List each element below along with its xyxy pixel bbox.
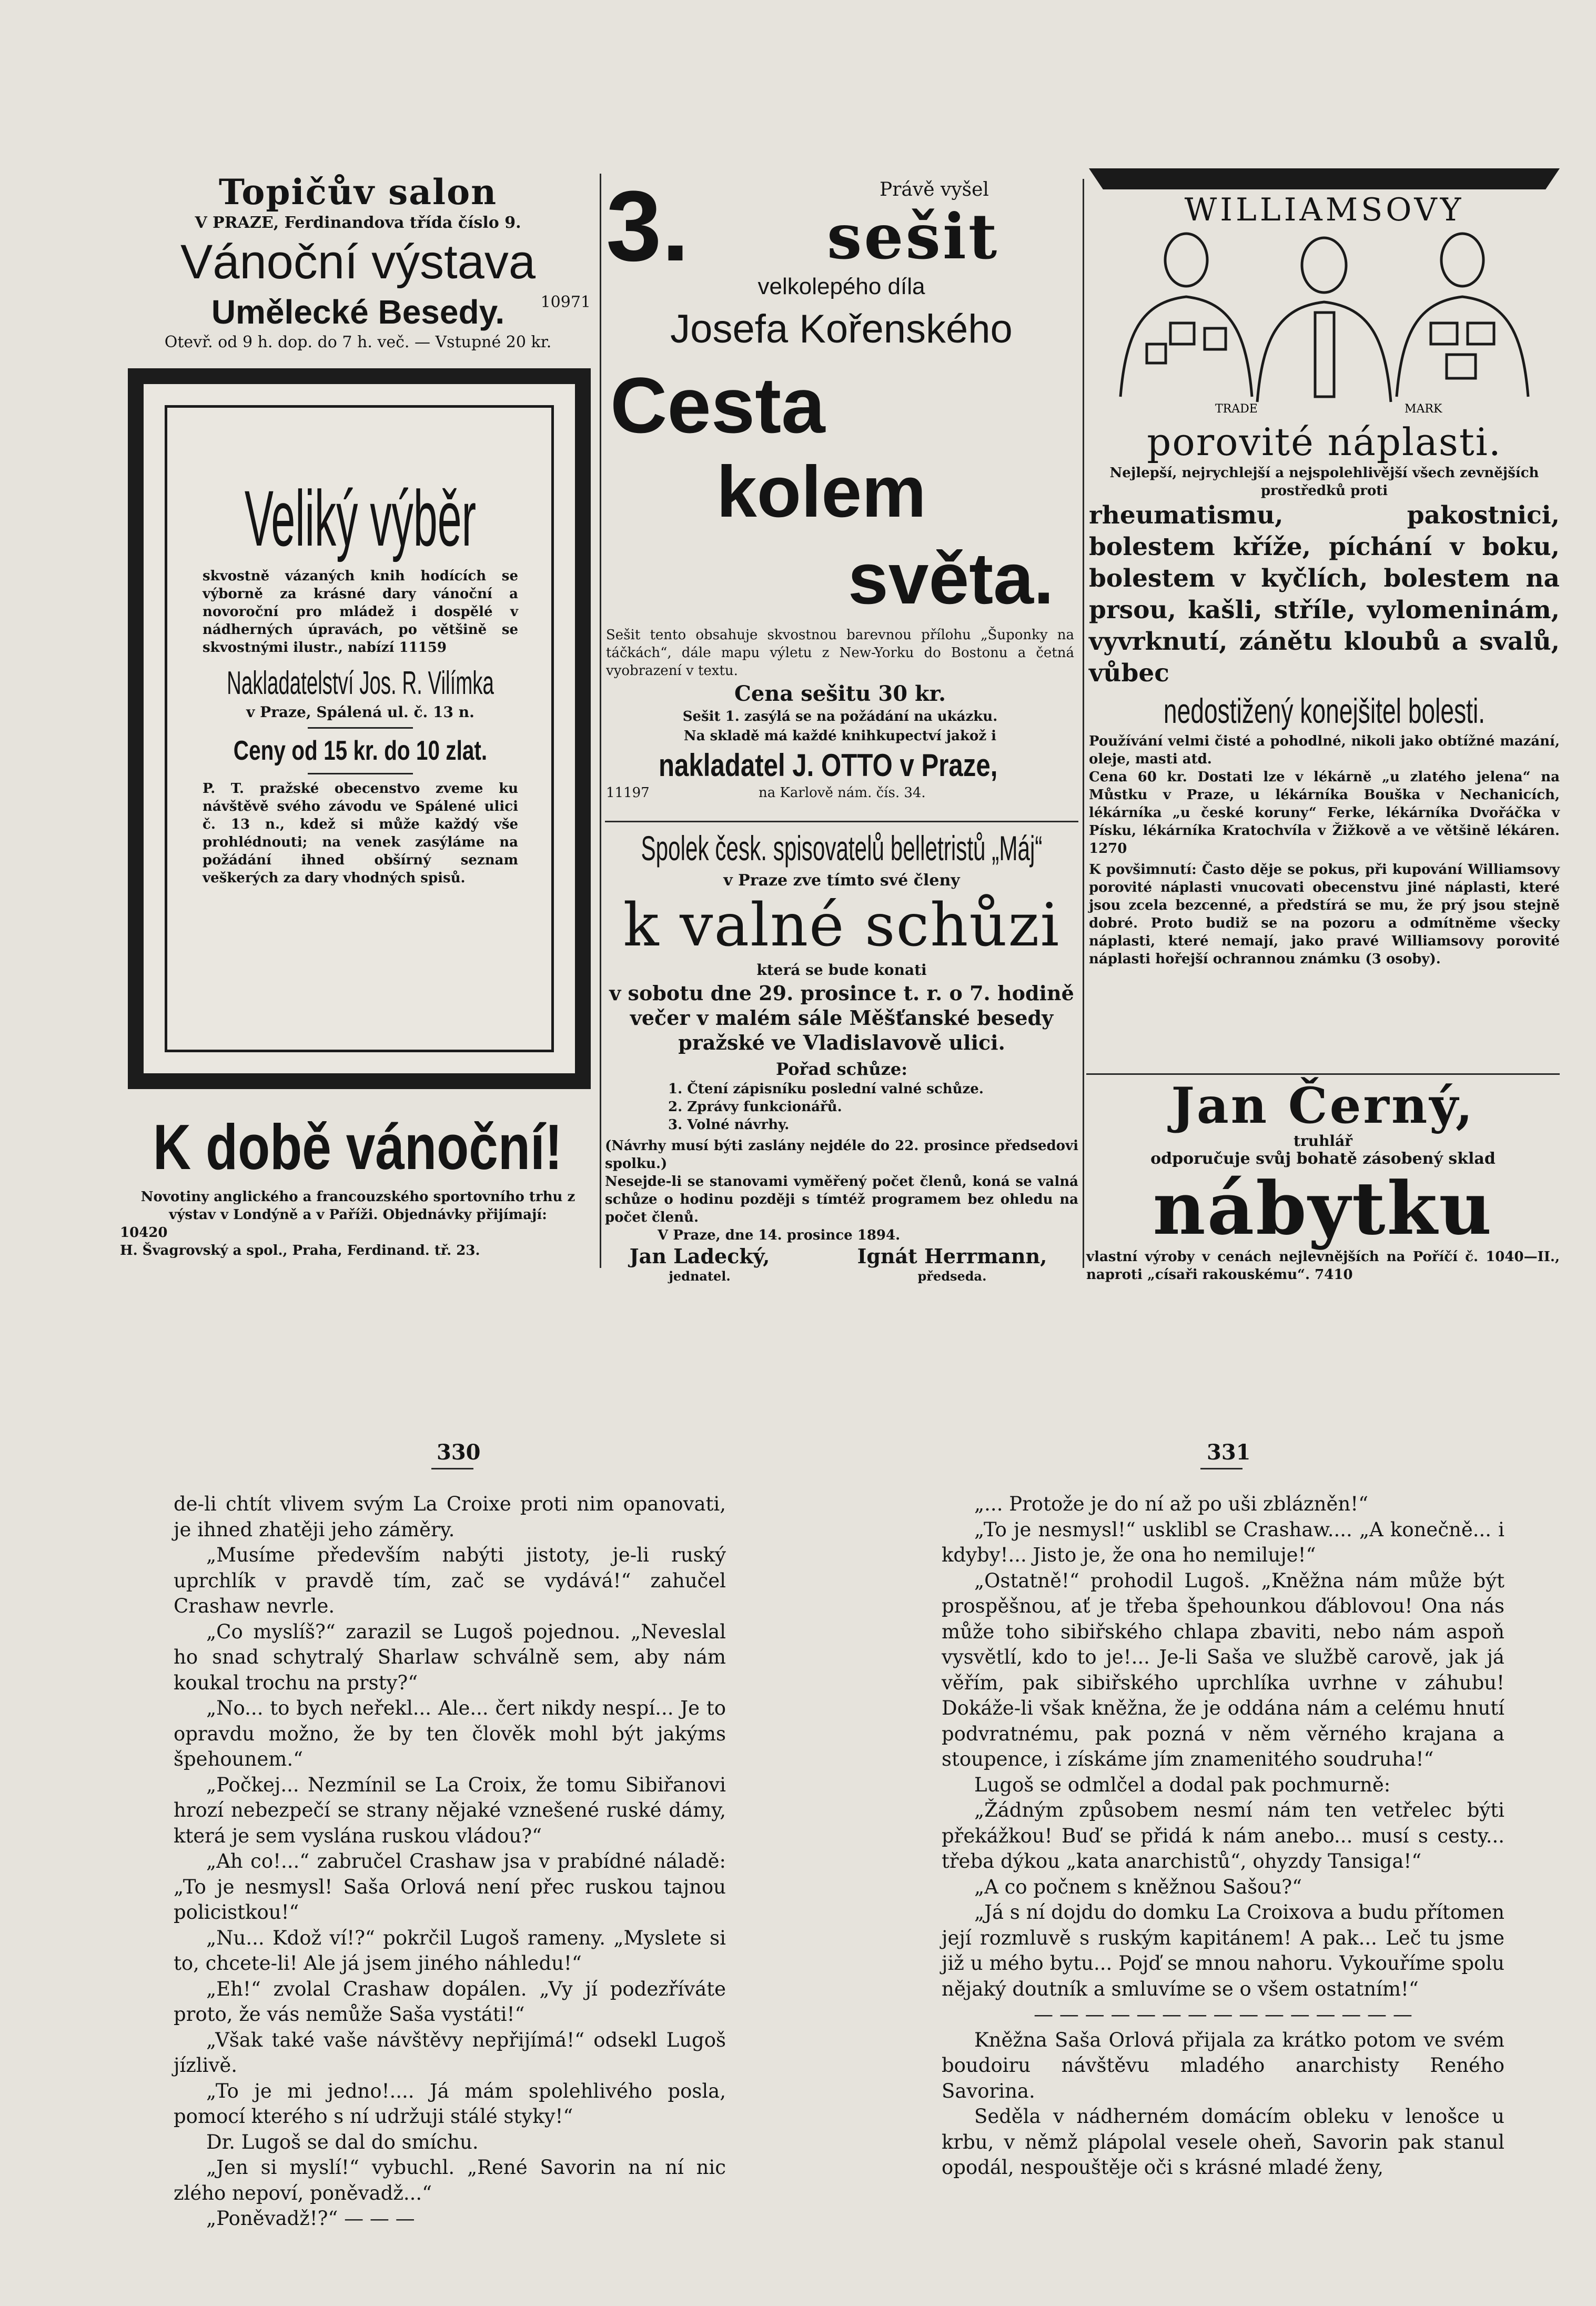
story-left-p2: „Musíme především nabýti jistoty, je-li ruský uprchlík v pravdě tím, zač se vydává!“ zahučel Crashaw nevrle. <box>174 1544 726 1617</box>
story-left-p13: „Poněvadž!?“ — — — <box>206 2207 415 2230</box>
story-column-left <box>174 1492 726 2232</box>
story-column-right <box>942 1492 1504 2181</box>
williams-ref: 1270 <box>1089 841 1127 857</box>
maj-place-date: V Praze, dne 14. prosince 1894. <box>658 1227 901 1243</box>
vilimek-text-body: skvostně vázaných knih hodících se výborně za krásné dary vánoční a novoroční pro mládež i dospělé v nádherných úpravách, po většině se skvostnými ilustr., nabízí <box>203 568 518 656</box>
maj-program-title: Pořad schůze: <box>775 1059 908 1079</box>
cerny-headline: nábytku <box>1153 1165 1493 1251</box>
page-number-right: 331 <box>1207 1440 1251 1465</box>
story-right-separator: — — — — — — — — — — — — — — — <box>1034 2003 1412 2026</box>
topicuv-address: V PRAZE, Ferdinandova třída číslo 9. <box>195 214 521 232</box>
otto-publisher: nakladatel J. OTTO v Praze, <box>659 748 998 783</box>
otto-velkolepeho: velkolepého díla <box>757 274 925 299</box>
williams-price <box>1089 768 1560 858</box>
maj-headline: k valné schůzi <box>623 891 1060 960</box>
story-right-p1: „... Protože je do ní až po uši zblázněn!“ <box>974 1493 1368 1515</box>
vanocni-ad <box>120 1110 596 1260</box>
otto-price: Cena sešitu 30 kr. <box>734 681 946 706</box>
maj-program-item-2: 2. Zprávy funkcionářů. <box>668 1099 842 1115</box>
williams-mark: MARK <box>1405 402 1442 416</box>
topicuv-title: Topičův salon <box>218 172 498 213</box>
maj-sig1-name: Jan Ladecký, <box>629 1244 770 1268</box>
williams-trade: TRADE <box>1215 402 1258 416</box>
cerny-role: truhlář <box>1294 1132 1352 1150</box>
vilimek-address: v Praze, Spálená ul. č. 13 n. <box>246 703 474 721</box>
story-left-p3: „Co myslíš?“ zarazil se Lugoš pojednou. „Neveslal ho snad schytralý Sharlaw schválně sem, aby nám koukal trochu na prsty?“ <box>174 1620 726 1694</box>
cerny-footer <box>1086 1248 1560 1284</box>
story-right-p5: „Žádným způsobem nesmí nám ten vetřelec býti překážkou! Buď se přidá k nám anebo... musí s cesty... třeba dýkou „kata anarchistů“, ohyzdy Tansiga!“ <box>942 1799 1504 1872</box>
story-right-p10: Seděla v nádherném domácím obleku v lenošce u krbu, v němž plápolal vesele oheň, Savorin pak stanul opodál, nespouštěje oči s krásné mladé ženy, <box>942 2105 1504 2179</box>
maj-note-2: Nesejde-li se stanovami vyměřený počet členů, koná se valná schůze o hodinu později s tímtéž programem bez ohledu na počet členů. <box>605 1174 1078 1225</box>
story-right-p6: „A co počnem s kněžnou Sašou?“ <box>974 1875 1302 1898</box>
topicuv-ad <box>120 171 596 352</box>
story-right-p4: Lugoš se odmlčel a dodal pak pochmurně: <box>974 1773 1391 1796</box>
story-left-p12: „Jen si myslí!“ vybuchl. „René Savorin na ní nic zlého nepoví, poněvadž...“ <box>174 2156 726 2204</box>
williams-usage: Používání velmi čisté a pohodlné, nikoli jako obtížné mazání, oleje, masti atd. <box>1089 733 1560 767</box>
page-number-right-rule <box>1200 1468 1243 1469</box>
williams-header-bar <box>1089 168 1560 189</box>
maj-program <box>605 1080 1078 1134</box>
cerny-ref: 7410 <box>1315 1267 1353 1283</box>
maj-note-1: (Návrhy musí býti zaslány nejdéle do 22. prosince předsedovi spolku.) <box>605 1138 1078 1172</box>
page-number-left-rule <box>431 1468 473 1469</box>
otto-prave-vysel: Právě vyšel <box>880 179 989 200</box>
topicuv-subhead: Umělecké Besedy. <box>211 293 505 331</box>
otto-sesit1: Sešit 1. zasýlá se na požádání na ukázku. <box>682 709 998 724</box>
story-right-p2: „To je nesmysl!“ usklibl se Crashaw.... „A konečně... i kdyby!... Jisto je, že ona ho nemiluje!“ <box>942 1518 1504 1566</box>
otto-text: Sešit tento obsahuje skvostnou barevnou přílohu „Šuponky na táčkách“, dále mapu výletu z New-Yorku do Bostonu a četná vyobrazení v textu. <box>606 627 1074 679</box>
maj-program-item-1: 1. Čtení zápisníku poslední valné schůze. <box>668 1081 984 1097</box>
story-left-p6: „Ah co!...“ zabručel Crashaw jsa v prabídné náladě: „To je nesmysl! Saša Orlová není přec ruskou tajnou policistkou!“ <box>174 1850 726 1924</box>
vilimek-ad <box>203 474 518 887</box>
maj-kona: která se bude konati <box>756 961 927 979</box>
williams-title: WILLIAMSOVY <box>1184 192 1464 228</box>
williams-ailments: rheumatismu, pakostnici, bolestem kříže, píchání v boku, bolestem v kyčlích, bolestem na prsou, kašli, stříle, vylomeninám, vyvrknutí, zánětu kloubů a svalů, vůbec <box>1089 501 1560 688</box>
otto-big-number: 3. <box>606 170 690 282</box>
vilimek-divider <box>308 727 413 729</box>
williams-illustration <box>1089 228 1560 418</box>
vanocni-signature: H. Švagrovský a spol., Praha, Ferdinand. tř. 23. <box>120 1243 480 1258</box>
story-left-p4: „No... to bych neřekl... Ale... čert nikdy nespí... Je to opravdu možno, že by ten člověk mohl být jakýms špehounem.“ <box>174 1697 726 1770</box>
otto-title-3: světa. <box>848 538 1054 619</box>
maj-date: v sobotu dne 29. prosince t. r. o 7. hodině večer v malém sále Měšťanské besedy pražské ve Vladislavově ulici. <box>609 981 1074 1054</box>
otto-ad <box>606 168 1077 821</box>
column-rule-2 <box>1083 179 1084 1268</box>
williams-headline: porovité náplasti. <box>1147 420 1502 464</box>
otto-maj-divider <box>605 821 1078 822</box>
maj-sig2-role: předseda. <box>917 1268 987 1284</box>
otto-sklad: Na skladě má každé knihkupectví jakož i <box>683 728 997 744</box>
vilimek-ref: 11159 <box>399 640 447 656</box>
otto-title-2: kolem <box>716 451 926 532</box>
otto-address: na Karlově nám. čís. 34. <box>759 785 926 801</box>
maj-signatures <box>605 1244 1078 1286</box>
cerny-name: Jan Černý, <box>1171 1077 1475 1135</box>
vilimek-headline: Veliký výběr <box>244 474 477 562</box>
vilimek-divider-2 <box>308 773 413 774</box>
vilimek-text <box>203 567 518 657</box>
maj-ad <box>605 826 1078 1286</box>
story-right-p3: „Ostatně!“ prohodil Lugoš. „Kněžna nám může být prospěšnou, ať je třeba špehounkou ďáblovou! Ona nás může toho sibiřského chlapa zbaviti, nebo nám aspoň vysvětlí, kdo to je!... Je-li Saša ve službě carově, jak já věřím, pak sibiřského uprchlíka uvrhne v záhubu! Dokáže-li však kněžna, že je oddána nám a celému hnutí podvratnému, pak pozná v něm věrného krajana a stoupence, i získáme jím znamenitého soudruha!“ <box>942 1569 1504 1770</box>
story-left-p5: „Počkej... Nezmínil se La Croix, že tomu Sibiřanovi hrozí nebezpečí se strany nějaké vznešené ruské dámy, která je sem vyslána ruskou vládou?“ <box>174 1773 726 1847</box>
topicuv-headline: Vánoční výstava <box>180 235 536 289</box>
williams-cerny-divider <box>1086 1073 1560 1075</box>
williams-intro: Nejlepší, nejrychlejší a nejspolehlivější všech zevnějších prostředků proti <box>1109 465 1539 499</box>
maj-title: Spolek česk. spisovatelů belletristů „Máj“ <box>641 829 1043 868</box>
vilimek-notice: P. T. pražské obecenstvo zveme ku návštěvě svého závodu ve Spálené ulici č. 13 n., kdež si může každý vše prohlédnouti; na venek zasýláme na požádání ihned obšírný seznam veškerých za dary vhodných spisů. <box>203 781 518 886</box>
maj-sig2-name: Ignát Herrmann, <box>857 1244 1047 1268</box>
story-left-p8: „Eh!“ zvolal Crashaw dopálen. „Vy jí podezříváte proto, že vás nemůže Saša vystáti!“ <box>174 1977 726 2026</box>
cerny-footer-text: vlastní výroby v cenách nejlevnějších na Poříčí č. 1040—II., naproti „císaři rakouskému“. <box>1086 1249 1560 1283</box>
story-left-p1: de-li chtít vlivem svým La Croixe proti nim opanovati, je ihned zhatěji jeho záměry. <box>174 1493 726 1541</box>
maj-sig1-role: jednatel. <box>669 1268 731 1284</box>
otto-ref: 11197 <box>606 785 650 801</box>
maj-invite: v Praze zve tímto své členy <box>723 871 960 890</box>
vilimek-publisher: Nakladatelství Jos. R. Vilímka <box>227 665 494 701</box>
otto-title-1: Cesta <box>610 361 825 449</box>
vanocni-text: Novotiny anglického a francouzského sportovního trhu z výstav v Londýně a v Paříži. Objednávky přijímají: <box>140 1189 575 1223</box>
otto-author: Josefa Kořenského <box>670 307 1013 351</box>
otto-sesit: sešit <box>827 200 999 273</box>
column-rule-1 <box>600 174 601 1268</box>
vilimek-prices: Ceny od 15 kr. do 10 zlat. <box>233 736 488 766</box>
cerny-text: odporučuje svůj bohatě zásobený sklad <box>1150 1150 1496 1168</box>
story-left-p10: „To je mi jedno!.... Já mám spolehlivého posla, pomocí kterého s ní udržuji stálé styky!“ <box>174 2079 726 2128</box>
vanocni-ref: 10420 <box>120 1225 168 1241</box>
story-left-p11: Dr. Lugoš se dal do smíchu. <box>206 2130 479 2153</box>
topicuv-hours: Otevř. od 9 h. dop. do 7 h. več. — Vstupné 20 kr. <box>164 333 552 351</box>
williams-warning: K povšimnutí: Často děje se pokus, při kupování Williamsovy porovité náplasti vnucovati obecenstvu jiné náplasti, které jsou zcela bezcenné, a předstírá se mu, že prý jsou stejně dobré. Proto budiž se na pozoru a odmítněme všecky náplasti, které nemají, jako pravé Williamsovy porovité náplasti hořejší ochrannou známku (3 osoby). <box>1089 862 1560 967</box>
story-right-p7: „Já s ní dojdu do domku La Croixova a budu přítomen její rozmluvě s ruským kapitánem! A pak... Leč tu jsme již u mého bytu... Pojď se mnou nahoru. Vykouříme spolu nějaký doutník a smluvíme se o všem ostatním!“ <box>942 1901 1504 2000</box>
topicuv-ref: 10971 <box>540 293 591 311</box>
vanocni-headline: K době vánoční! <box>153 1111 563 1183</box>
page-number-left: 330 <box>437 1440 481 1465</box>
maj-program-item-3: 3. Volné návrhy. <box>668 1117 790 1133</box>
story-left-p7: „Nu... Kdož ví!?“ pokrčil Lugoš rameny. „Myslete si to, chcete-li! Ale já jsem jiného náhledu!“ <box>174 1926 726 1975</box>
story-right-p9: Kněžna Saša Orlová přijala za krátko potom ve svém boudoiru návštěvu mladého anarchisty Reného Savorina. <box>942 2028 1504 2102</box>
williams-ad <box>1089 168 1560 968</box>
williams-slogan: nedostižený konejšitel bolesti. <box>1163 691 1486 730</box>
cerny-ad <box>1086 1079 1560 1284</box>
story-left-p9: „Však také vaše návštěvy nepřijímá!“ odsekl Lugoš jízlivě. <box>174 2028 726 2077</box>
williams-price-text: Cena 60 kr. Dostati lze v lékárně „u zlatého jelena“ na Můstku v Praze, u lékárníka Bouška v Nechanicích, lékárníka „u české koruny“ Ferke, lékárníka Dvořáčka v Písku, lékárníka Kratochvíla v Žižkově a ve většině lékáren. <box>1089 769 1560 839</box>
